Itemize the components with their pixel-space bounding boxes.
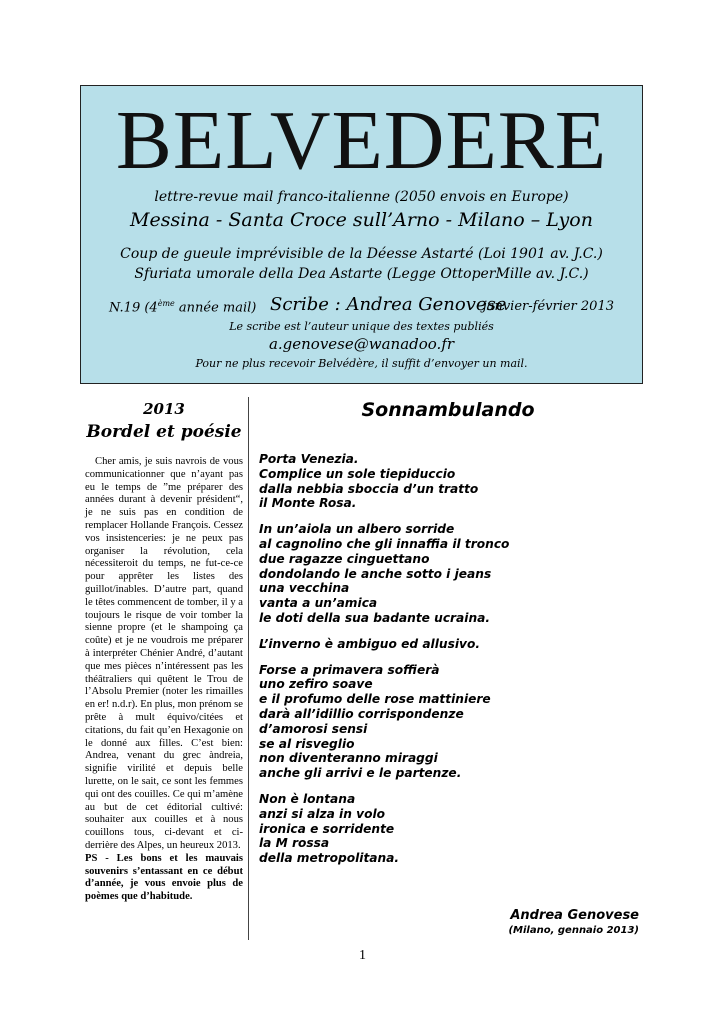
poem-author: Andrea Genovese [510,908,639,923]
subtitle: lettre-revue mail franco-italienne (2050 envois en Europe) [154,189,569,205]
poem-stanza [259,637,639,652]
poem-stanza [259,792,639,866]
poem-place-date: (Milano, gennaio 2013) [508,925,639,936]
editorial-title: Bordel et poésie [86,422,242,442]
poem-line: il Monte Rosa. [259,496,357,511]
poem-line: ironica e sorridente [259,821,395,836]
poem-line: una vecchina [259,581,350,596]
scribe-note: Le scribe est l’auteur unique des textes publiés [229,320,494,333]
tagline-french: Coup de gueule imprévisible de la Déesse Astarté (Loi 1901 av. J.C.) [120,246,603,262]
poem-line: anche gli arrivi e le partenze. [259,766,462,781]
poem-line: due ragazze cinguettano [259,551,430,566]
poem-line: Non è lontana [259,791,356,806]
masthead-title: BELVEDERE [115,94,608,187]
poem-line: Complice un sole tiepiduccio [259,466,456,481]
poem-line: vanta a un’amica [259,596,378,611]
issue-superscript: ème [157,299,175,308]
column-divider [248,397,249,940]
poem-title: Sonnambulando [361,399,535,421]
poem-body [259,452,639,877]
poem-stanza [259,452,639,511]
poem-line: non diventeranno miraggi [259,751,438,766]
poem-line: della metropolitana. [259,851,400,866]
poem-line: dalla nebbia sboccia d’un tratto [259,481,479,496]
poem-line: uno zefiro soave [259,677,373,692]
poem-line: e il profumo delle rose mattiniere [259,692,491,707]
poem-line: anzi si alza in volo [259,806,386,821]
editorial-postscript: PS - Les bons et les mauvais souvenirs s’entassant en ce début d’année, je vous envoie plus de poèmes que d’habitude. [85,852,243,903]
poem-line: d’amorosi sensi [259,721,368,736]
page-number: 1 [359,948,366,963]
unsubscribe-note: Pour ne plus recevoir Belvédère, il suffit d’envoyer un mail. [195,357,528,370]
poem-line: dondolando le anche sotto i jeans [259,566,492,581]
scribe-name: Scribe : Andrea Genovese [270,294,507,315]
poem-stanza [259,522,639,626]
poem-stanza [259,663,639,781]
poem-line: darà all’idillio corrispondenze [259,706,464,721]
editorial-year: 2013 [143,400,185,418]
poem-line: al cagnolino che gli innaffia il tronco [259,536,510,551]
poem-line: Porta Venezia. [259,452,359,466]
poem-line: L’inverno è ambiguo ed allusivo. [259,636,480,651]
editorial-column [85,398,243,904]
poem-line: Forse a primavera soffierà [259,662,440,677]
issue-date: janvier-février 2013 [482,299,614,314]
cities-line: Messina - Santa Croce sull’Arno - Milano – Lyon [130,209,593,231]
tagline-italian: Sfuriata umorale della Dea Astarte (Legge OttoperMille av. J.C.) [134,266,589,282]
poem-line: le doti della sua badante ucraina. [259,610,490,625]
issue-number [109,299,256,315]
poem-line: se al risveglio [259,736,355,751]
masthead-box [80,85,643,384]
poem-line: In un’aiola un albero sorride [259,522,455,537]
issue-number-rest: année mail) [174,300,257,316]
issue-row [109,294,614,320]
issue-number-text: N.19 (4 [109,300,158,316]
poem-line: la M rossa [259,836,330,851]
editorial-body: Cher amis, je suis navrois de vous communicationner que n’ayant pas eu le temps de ”me préparer des années durant à devenir président“, je ne suis pas en condition de remplacer Hollande François. Cessez vos insistenceries: je ne peux pas organiser la révolution, cela nécessiteroit du temps, ne fut-ce-ce pour apprêter les listes des guillot/inables. D’autre part, quand le têtes commencent de tomber, il y a toujours le risque de voir tomber la sienne propre (et le shampoing ça coûte) et je ne voudrois me préparer à interpréter Chénier André, d’autant que mes pièces n’intéressent pas les théâtraliers qui quêtent le Trou de l’Absolu Premier (noter les rimailles en er! n.d.r). En plus, mon prénom se prête à mult équivo/citées et citations, du fait qu’en Hexagonie on le donné aux filles. C’est bien: Andrea, venant du grec àndreia, signifie virilité et depuis belle lurette, on le sait, ce sont les femmes qui ont des couilles. Ce qui m’amène au but de cet éditorial cultivé: souhaiter aux couilles et à nous couillons tous, ci-devant et ci-derrière des Alpes, un heureux 2013. [85,456,243,851]
email-address[interactable]: a.genovese@wanadoo.fr [268,335,455,353]
